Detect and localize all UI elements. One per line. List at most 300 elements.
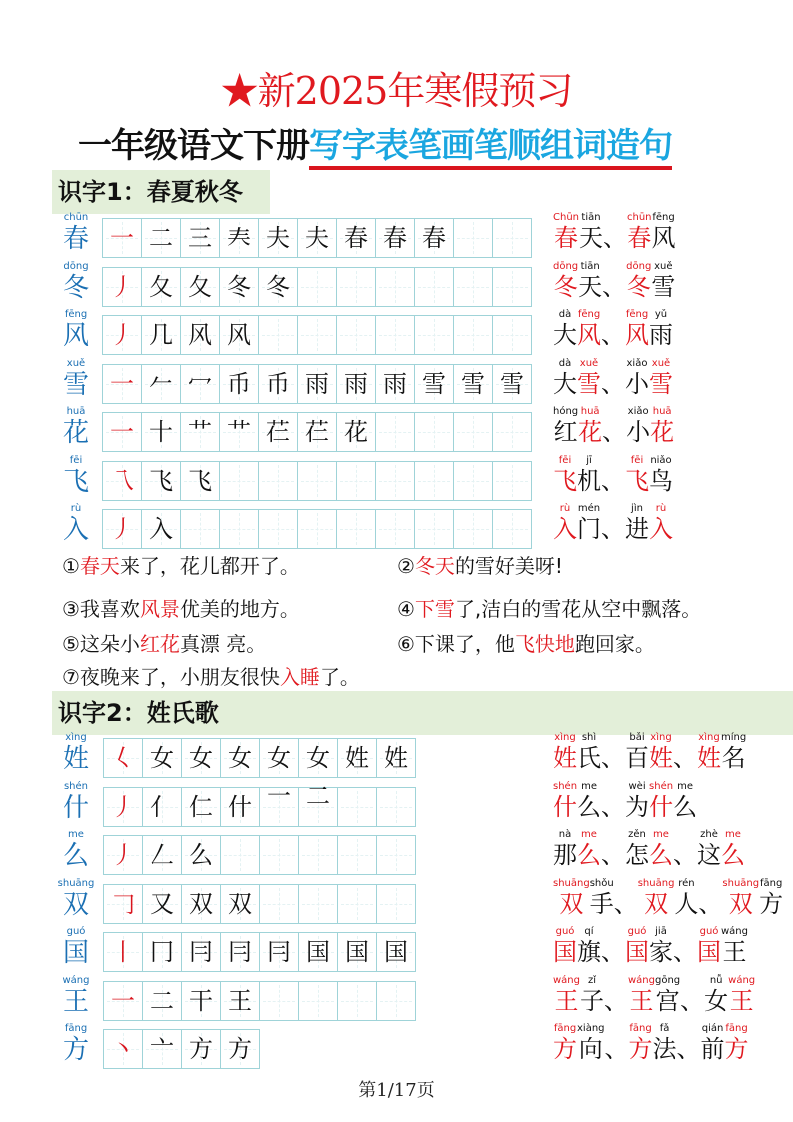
syllable-hanzi: 双 bbox=[728, 889, 753, 918]
word-syllable bbox=[625, 358, 649, 398]
stroke-cell bbox=[221, 739, 260, 777]
syllable-pinyin: shuāng bbox=[553, 877, 590, 889]
syllable-hanzi: 王 bbox=[554, 986, 579, 1015]
syllable-hanzi: 国 bbox=[697, 938, 721, 966]
stroke-cell bbox=[259, 365, 298, 403]
syllable-pinyin: wáng bbox=[721, 926, 748, 937]
stroke-step: 飞 bbox=[188, 466, 212, 495]
stroke-cell bbox=[220, 316, 259, 354]
syllable-hanzi: 子 bbox=[580, 986, 604, 1015]
word-syllable bbox=[579, 212, 603, 252]
stroke-cell bbox=[143, 739, 182, 777]
word-syllable bbox=[701, 1023, 725, 1063]
char-pinyin: huā bbox=[66, 406, 86, 417]
separator bbox=[604, 975, 628, 1015]
stroke-cell bbox=[142, 219, 181, 257]
stroke-step: 春 bbox=[344, 224, 368, 252]
stroke-cell bbox=[260, 982, 299, 1020]
syllable-pinyin: fēng bbox=[577, 309, 601, 320]
stroke-cell bbox=[143, 836, 182, 874]
word-syllable bbox=[652, 212, 676, 252]
separator-mark: 、 bbox=[698, 889, 723, 918]
separator bbox=[601, 309, 625, 349]
stroke-order-grid bbox=[103, 787, 416, 827]
word-syllable bbox=[649, 781, 673, 821]
char-pinyin: rù bbox=[70, 503, 82, 514]
separator bbox=[605, 1023, 629, 1063]
stroke-cell bbox=[298, 413, 337, 451]
stroke-cell bbox=[493, 510, 531, 548]
sentence-text: 的雪好美呀! bbox=[454, 554, 563, 578]
separator-pinyin bbox=[673, 732, 697, 744]
word-syllable bbox=[721, 926, 748, 966]
syllable-pinyin: fēng bbox=[652, 212, 675, 223]
stroke-cell bbox=[337, 462, 376, 500]
syllable-pinyin: hóng bbox=[553, 406, 579, 417]
syllable-pinyin: guó bbox=[699, 926, 719, 937]
separator bbox=[601, 926, 625, 966]
separator-mark: 、 bbox=[673, 841, 697, 869]
stroke-cell bbox=[454, 413, 493, 451]
word-syllable bbox=[728, 975, 755, 1015]
example-sentence bbox=[62, 661, 360, 690]
stroke-cell bbox=[337, 219, 376, 257]
stroke-order-grid bbox=[102, 461, 532, 501]
separator-pinyin bbox=[601, 781, 625, 793]
syllable-pinyin: me bbox=[725, 829, 741, 840]
char-hanzi: 花 bbox=[62, 418, 89, 448]
syllable-hanzi: 鸟 bbox=[649, 466, 673, 495]
stroke-step: 一 bbox=[110, 224, 134, 252]
syllable-hanzi: 雪 bbox=[577, 369, 601, 398]
syllable-pinyin: tiān bbox=[581, 212, 601, 223]
syllable-pinyin: xìng bbox=[650, 732, 672, 743]
word-syllable bbox=[577, 503, 601, 543]
separator-mark: 、 bbox=[676, 1035, 701, 1063]
stroke-cell bbox=[337, 510, 376, 548]
syllable-pinyin: fāng bbox=[553, 1023, 577, 1034]
syllable-hanzi: 入 bbox=[553, 515, 577, 543]
stroke-cell bbox=[220, 413, 259, 451]
stroke-step: 𡿨 bbox=[111, 744, 135, 772]
word-syllable bbox=[697, 829, 721, 869]
separator-mark: 、 bbox=[601, 841, 625, 869]
stroke-cell bbox=[260, 739, 299, 810]
separator bbox=[680, 975, 704, 1015]
stroke-cell bbox=[103, 510, 142, 548]
stroke-step: 冬 bbox=[266, 272, 290, 301]
word-syllable bbox=[577, 309, 601, 349]
stroke-cell bbox=[338, 788, 377, 826]
stroke-cell bbox=[377, 885, 415, 923]
stroke-cell bbox=[182, 885, 221, 923]
stroke-step: 国 bbox=[306, 938, 330, 966]
syllable-pinyin: nǚ bbox=[709, 974, 723, 986]
syllable-hanzi: 春 bbox=[627, 224, 652, 252]
syllable-pinyin: huā bbox=[652, 406, 672, 417]
stroke-cell bbox=[376, 413, 415, 451]
stroke-cell bbox=[220, 510, 259, 548]
word-syllable bbox=[578, 406, 602, 446]
stroke-cell bbox=[182, 933, 221, 971]
syllable-pinyin: nà bbox=[558, 829, 572, 840]
stroke-step: 女 bbox=[189, 744, 213, 772]
stroke-order-grid bbox=[102, 315, 532, 355]
sentence-text: ① bbox=[62, 554, 80, 578]
word-syllable bbox=[553, 503, 577, 543]
stroke-cell bbox=[103, 316, 142, 354]
stroke-step: 女二 bbox=[306, 744, 330, 810]
stroke-cell bbox=[377, 739, 415, 777]
word-syllable bbox=[649, 732, 673, 772]
stroke-step: 夂 bbox=[188, 272, 212, 301]
syllable-hanzi: 旗 bbox=[577, 938, 601, 966]
syllable-pinyin: dōng bbox=[553, 260, 579, 272]
stroke-cell bbox=[260, 885, 299, 923]
sentence-text: ⑦夜晚来了，小朋友很快 bbox=[62, 665, 280, 689]
stroke-step: 双 bbox=[228, 889, 252, 918]
word-syllable bbox=[704, 975, 728, 1015]
page-number: 第1/17页 bbox=[358, 1080, 435, 1101]
stroke-order-grid bbox=[103, 1029, 260, 1069]
highlight-word: 风景 bbox=[139, 597, 180, 621]
stroke-step: 么 bbox=[189, 841, 213, 869]
stroke-cell bbox=[299, 933, 338, 971]
stroke-step: 一 bbox=[110, 369, 134, 398]
stroke-step: 雪 bbox=[500, 369, 524, 398]
stroke-cell bbox=[376, 268, 415, 306]
syllable-hanzi: 门 bbox=[577, 515, 601, 543]
stroke-cell bbox=[454, 268, 493, 306]
stroke-step: 亻 bbox=[150, 792, 174, 821]
word-syllable bbox=[553, 829, 577, 869]
syllable-pinyin: fǎ bbox=[659, 1023, 670, 1034]
syllable-hanzi: 双 bbox=[559, 889, 584, 918]
separator-pinyin bbox=[601, 732, 625, 744]
separator bbox=[601, 455, 625, 495]
separator-mark: 、 bbox=[604, 1035, 629, 1063]
stroke-step: 冃 bbox=[228, 938, 252, 966]
separator-mark: 、 bbox=[602, 272, 627, 301]
word-syllable bbox=[649, 455, 673, 495]
separator-mark: 、 bbox=[680, 986, 705, 1015]
word-syllable bbox=[553, 1023, 577, 1063]
stroke-cell bbox=[338, 933, 377, 971]
syllable-pinyin: xìng bbox=[698, 732, 720, 743]
stroke-step: 冃 bbox=[267, 938, 291, 966]
stroke-cell bbox=[298, 462, 337, 500]
syllable-hanzi: 国 bbox=[553, 938, 577, 966]
word-syllable bbox=[553, 781, 577, 821]
stroke-cell bbox=[104, 836, 143, 874]
char-hanzi: 冬 bbox=[62, 272, 89, 303]
stroke-cell bbox=[415, 462, 454, 500]
syllable-pinyin: fēng bbox=[625, 309, 649, 320]
syllable-pinyin: rù bbox=[655, 503, 667, 514]
stroke-cell bbox=[182, 836, 221, 874]
syllable-hanzi: 百 bbox=[625, 744, 649, 772]
char-hanzi: 飞 bbox=[62, 466, 89, 497]
syllable-hanzi: 飞 bbox=[625, 466, 649, 495]
word-syllable bbox=[553, 309, 577, 349]
stroke-cell bbox=[337, 268, 376, 306]
stroke-step: 花 bbox=[344, 418, 368, 446]
separator-pinyin bbox=[605, 1023, 629, 1035]
stroke-cell bbox=[221, 933, 260, 971]
char-pinyin: shén bbox=[63, 780, 89, 792]
char-pinyin: guó bbox=[66, 926, 86, 937]
char-pinyin: fāng bbox=[64, 1023, 88, 1034]
syllable-pinyin: fāng bbox=[629, 1023, 652, 1034]
separator bbox=[601, 781, 625, 821]
char-pinyin: xuě bbox=[66, 357, 86, 369]
stroke-cell bbox=[143, 885, 182, 923]
stroke-step: 又 bbox=[150, 889, 174, 918]
stroke-cell bbox=[142, 510, 181, 548]
separator-pinyin bbox=[601, 455, 625, 467]
stroke-step: 姓 bbox=[345, 744, 369, 772]
word-syllable bbox=[553, 212, 579, 252]
stroke-cell bbox=[181, 462, 220, 500]
syllable-hanzi: 方 bbox=[553, 1035, 577, 1063]
word-syllable bbox=[590, 878, 614, 918]
stroke-cell bbox=[182, 1030, 221, 1068]
stroke-step: 飞 bbox=[149, 466, 173, 495]
char-pinyin: chūn bbox=[63, 212, 89, 223]
word-syllable bbox=[577, 1023, 605, 1063]
word-syllable bbox=[628, 975, 655, 1015]
char-label bbox=[56, 829, 96, 871]
syllable-hanzi: 手 bbox=[589, 889, 614, 918]
stroke-cell bbox=[337, 316, 376, 354]
syllable-hanzi: 王 bbox=[629, 986, 654, 1015]
syllable-pinyin: me bbox=[581, 780, 597, 792]
section-heading-1: 识字1：春夏秋冬 bbox=[52, 170, 270, 214]
sentence-text: 了,洁白的雪花从空中飘落。 bbox=[454, 597, 702, 621]
syllable-hanzi: 前 bbox=[700, 1035, 725, 1063]
stroke-cell bbox=[299, 836, 338, 874]
stroke-cell bbox=[142, 268, 181, 306]
highlight-word: 红花 bbox=[139, 632, 180, 656]
word-syllable bbox=[697, 926, 721, 966]
word-syllable bbox=[674, 878, 698, 918]
separator-mark: 、 bbox=[601, 515, 625, 543]
syllable-hanzi: 国 bbox=[625, 938, 649, 966]
word-syllable bbox=[626, 406, 650, 446]
syllable-hanzi: 什 bbox=[553, 792, 578, 821]
stroke-cell bbox=[415, 219, 454, 257]
syllable-pinyin: zhè bbox=[700, 829, 718, 840]
word-group bbox=[553, 455, 673, 495]
syllable-hanzi: 冬 bbox=[553, 272, 578, 301]
separator-mark: 、 bbox=[602, 418, 627, 446]
stroke-order-grid bbox=[102, 218, 532, 258]
stroke-cell bbox=[337, 413, 376, 451]
char-pinyin: me bbox=[68, 829, 84, 840]
syllable-pinyin: wáng bbox=[628, 974, 655, 986]
stroke-cell bbox=[220, 219, 259, 257]
word-syllable bbox=[725, 1023, 749, 1063]
stroke-order-grid bbox=[103, 932, 416, 972]
stroke-cell bbox=[415, 510, 454, 548]
stroke-step: 雨 bbox=[383, 369, 407, 398]
syllable-hanzi: 怎 bbox=[625, 841, 649, 869]
syllable-hanzi: 姓 bbox=[553, 744, 577, 772]
stroke-cell bbox=[259, 219, 298, 257]
syllable-pinyin: xiàng bbox=[577, 1023, 605, 1034]
stroke-step: 国 bbox=[345, 938, 369, 966]
syllable-hanzi: 入 bbox=[649, 515, 673, 543]
char-hanzi: 么 bbox=[62, 841, 89, 871]
syllable-hanzi: 进 bbox=[625, 515, 649, 543]
word-group bbox=[553, 732, 746, 772]
highlight-word: 下雪 bbox=[414, 597, 455, 621]
separator bbox=[673, 732, 697, 772]
stroke-cell bbox=[220, 268, 259, 306]
separator bbox=[614, 878, 638, 918]
char-pinyin: xìng bbox=[65, 732, 87, 743]
syllable-hanzi: 宫 bbox=[655, 986, 680, 1015]
stroke-cell bbox=[181, 365, 220, 403]
stroke-cell bbox=[454, 462, 493, 500]
stroke-cell bbox=[104, 739, 143, 777]
stroke-step: 币 bbox=[266, 369, 290, 398]
sentence-text: ⑤这朵小 bbox=[62, 632, 140, 656]
word-syllable bbox=[625, 926, 649, 966]
char-label bbox=[56, 732, 96, 774]
syllable-hanzi: 人 bbox=[674, 889, 699, 918]
word-syllable bbox=[649, 358, 673, 398]
char-label bbox=[56, 358, 96, 400]
syllable-hanzi: 么 bbox=[577, 792, 602, 821]
syllable-hanzi: 风 bbox=[651, 224, 676, 252]
example-sentence bbox=[62, 628, 266, 657]
stroke-step: 𠂉 bbox=[149, 369, 173, 398]
word-syllable bbox=[577, 926, 601, 966]
syllable-pinyin: dōng bbox=[626, 260, 652, 272]
word-group bbox=[553, 503, 673, 543]
char-label bbox=[56, 406, 96, 448]
stroke-step: 夂 bbox=[149, 272, 173, 301]
syllable-pinyin: fēi bbox=[558, 454, 572, 466]
char-pinyin: dōng bbox=[63, 260, 89, 272]
word-group bbox=[553, 878, 783, 918]
highlight-word: 入睡 bbox=[279, 665, 320, 689]
stroke-cell bbox=[377, 933, 415, 971]
char-label bbox=[56, 975, 96, 1017]
sentence-text: ④ bbox=[397, 597, 415, 621]
word-syllable bbox=[553, 732, 577, 772]
syllable-pinyin: Chūn bbox=[553, 212, 579, 223]
highlight-word: 春天 bbox=[79, 554, 120, 578]
syllable-pinyin: dà bbox=[558, 357, 572, 369]
stroke-step: 雪 bbox=[461, 369, 485, 398]
syllable-pinyin: xiǎo bbox=[626, 357, 648, 369]
stroke-cell bbox=[104, 885, 143, 923]
stroke-step: 币 bbox=[227, 369, 251, 398]
separator bbox=[698, 878, 722, 918]
example-sentence bbox=[62, 593, 300, 622]
word-syllable bbox=[626, 261, 651, 301]
word-syllable bbox=[580, 975, 604, 1015]
word-group bbox=[553, 781, 697, 821]
word-syllable bbox=[625, 455, 649, 495]
word-group bbox=[553, 261, 675, 301]
stroke-step: 丿 bbox=[110, 272, 134, 301]
separator-pinyin bbox=[677, 1023, 701, 1035]
syllable-pinyin: xuě bbox=[579, 357, 599, 369]
char-hanzi: 双 bbox=[62, 889, 89, 920]
stroke-cell bbox=[104, 982, 143, 1020]
word-syllable bbox=[625, 829, 649, 869]
stroke-step: 仁 bbox=[189, 792, 213, 821]
syllable-hanzi: 么 bbox=[577, 841, 601, 869]
syllable-pinyin: fāng bbox=[725, 1023, 748, 1034]
word-syllable bbox=[649, 829, 673, 869]
word-syllable bbox=[553, 926, 577, 966]
stroke-cell bbox=[493, 268, 531, 306]
stroke-cell bbox=[493, 413, 531, 451]
separator-mark: 、 bbox=[601, 744, 625, 772]
separator bbox=[601, 829, 625, 869]
stroke-step: 一 bbox=[111, 986, 135, 1015]
syllable-pinyin: mén bbox=[577, 503, 601, 514]
stroke-step: 芢 bbox=[305, 418, 329, 446]
stroke-cell bbox=[182, 739, 221, 777]
syllable-hanzi: 飞 bbox=[553, 466, 577, 495]
syllable-pinyin: qián bbox=[701, 1023, 724, 1034]
syllable-pinyin: me bbox=[677, 780, 694, 792]
separator-pinyin bbox=[698, 878, 722, 890]
stroke-cell bbox=[142, 413, 181, 451]
stroke-step: 方 bbox=[189, 1035, 213, 1063]
word-syllable bbox=[655, 975, 680, 1015]
stroke-cell bbox=[259, 316, 298, 354]
stroke-step: 王 bbox=[228, 986, 252, 1015]
syllable-pinyin: niǎo bbox=[650, 454, 672, 466]
syllable-pinyin: wèi bbox=[628, 780, 646, 792]
stroke-order-grid bbox=[102, 364, 532, 404]
sentence-text: ② bbox=[397, 554, 415, 578]
stroke-step: 女 bbox=[228, 744, 252, 772]
stroke-cell bbox=[298, 365, 337, 403]
stroke-step: 冖 bbox=[188, 369, 212, 398]
word-syllable bbox=[577, 829, 601, 869]
stroke-cell bbox=[143, 788, 182, 826]
stroke-cell bbox=[103, 268, 142, 306]
syllable-hanzi: 天 bbox=[579, 224, 603, 252]
word-syllable bbox=[722, 878, 759, 918]
syllable-pinyin: shì bbox=[581, 732, 597, 743]
word-group bbox=[553, 926, 748, 966]
stroke-step: 芢 bbox=[266, 418, 290, 446]
syllable-hanzi: 雪 bbox=[651, 272, 676, 301]
stroke-order-grid bbox=[103, 981, 416, 1021]
syllable-pinyin: fāng bbox=[759, 877, 783, 889]
stroke-cell bbox=[221, 885, 260, 923]
stroke-cell bbox=[376, 510, 415, 548]
stroke-cell bbox=[143, 933, 182, 971]
syllable-hanzi: 花 bbox=[578, 418, 603, 446]
stroke-cell bbox=[299, 739, 338, 810]
stroke-cell bbox=[142, 462, 181, 500]
stroke-step: 双 bbox=[189, 889, 213, 918]
syllable-pinyin: xìng bbox=[554, 732, 576, 743]
char-hanzi: 春 bbox=[62, 224, 89, 254]
syllable-pinyin: xuě bbox=[654, 260, 673, 272]
word-syllable bbox=[651, 261, 675, 301]
stroke-step: 丿 bbox=[111, 792, 135, 821]
